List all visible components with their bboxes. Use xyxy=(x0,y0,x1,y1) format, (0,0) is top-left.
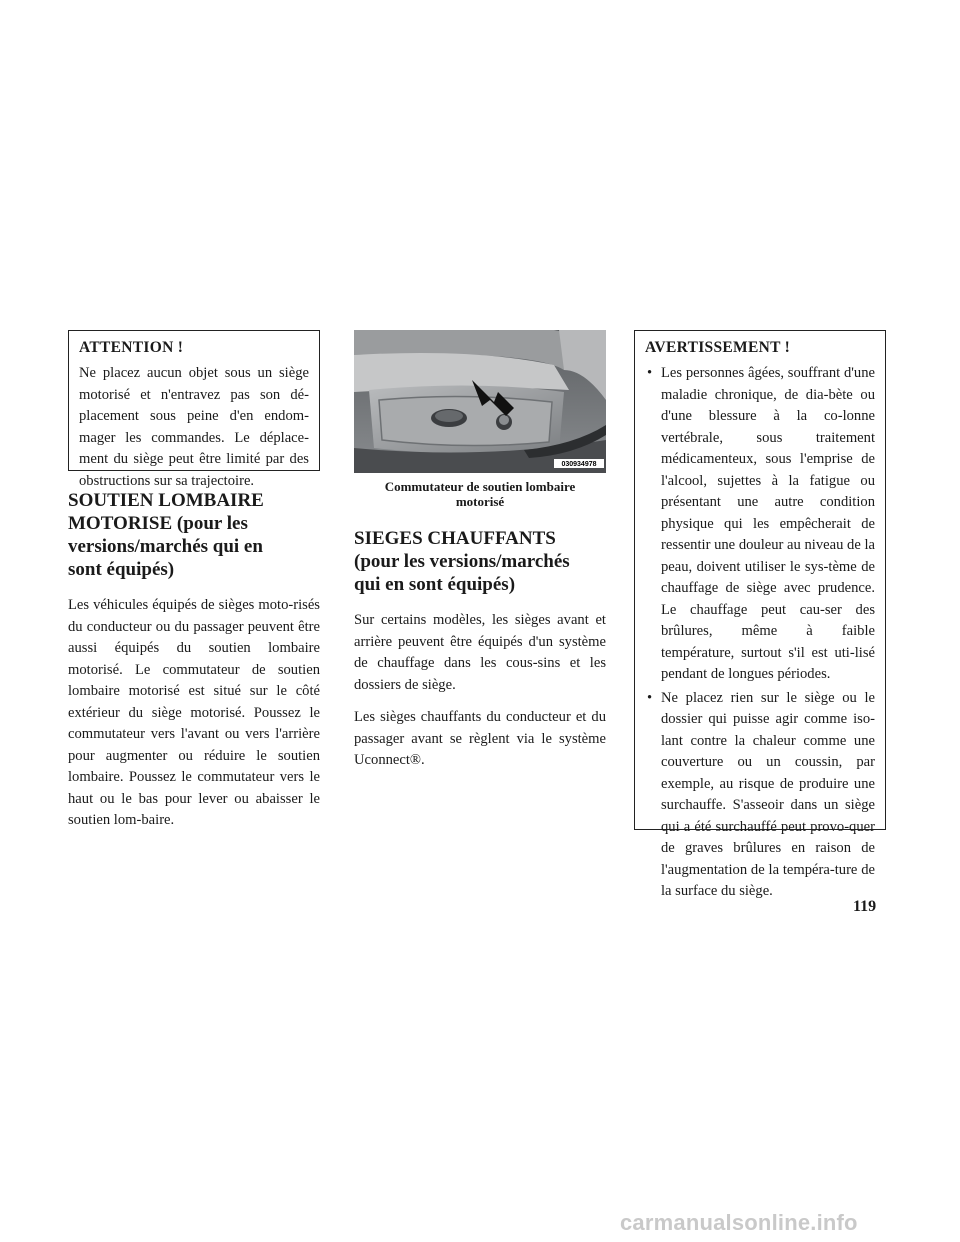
heated-heading: SIEGES CHAUFFANTS (pour les versions/marchés qui en sont équipés) xyxy=(354,528,570,595)
heated-para-2: Les sièges chauffants du conducteur et du passager avant se règlent via le système Uconnect®. xyxy=(354,709,606,768)
attention-box xyxy=(68,330,320,489)
attention-title: ATTENTION ! xyxy=(79,339,184,356)
figure-caption: Commutateur de soutien lombaire motorisé xyxy=(384,479,576,509)
lumbar-heading: SOUTIEN LOMBAIRE MOTORISE (pour les versions/marchés qui en sont équipés) xyxy=(68,490,264,580)
heated-para-1: Sur certains modèles, les sièges avant et arrière peuvent être équipés d'un système de chauffage dans les cous-sins et les dossiers de siège. xyxy=(354,612,606,693)
warning-item: • Les personnes âgées, souffrant d'une maladie chronique, de dia-bète ou d'une blessure à la co-lonne vertébrale, sous traitement médicamenteux, sous l'emprise de l'alcool, sujettes à la fatigue ou présentant une autre condition physique qui les empêcherait de ressentir une douleur au niveau de la peau, doivent utiliser le sys-tème de chauffage de siège avec prudence. Le chauffage peut cau-ser des brûlures, même à faible température, surtout s'il est uti-lisé pendant de longues périodes. xyxy=(647,365,875,682)
warning-title: AVERTISSEMENT ! xyxy=(645,339,791,356)
left-column xyxy=(68,330,320,843)
right-column xyxy=(634,330,886,899)
seat-switch-photo xyxy=(354,330,606,473)
middle-column xyxy=(354,330,606,783)
bullet-icon: • xyxy=(647,365,653,381)
attention-text: Ne placez aucun objet sous un siège motorisé et n'entravez pas son dé-placement sous peine d'en endom-mager les commandes. Le déplace-ment du siège peut être limité par des obstructions sur sa trajectoire. xyxy=(79,365,309,489)
figure-code: 030934978 xyxy=(561,461,597,468)
lumbar-body: Les véhicules équipés de sièges moto-risés du conducteur ou du passager peuvent être aussi équipés du soutien lombaire motorisé. Le commutateur de soutien lombaire motorisé est situé sur le côté extérieur du siège motorisé. Poussez le commutateur vers l'avant ou vers l'arrière pour augmenter ou réduire le soutien lombaire. Poussez le commutateur vers le haut ou le bas pour lever ou abaisser le soutien lom-baire. xyxy=(68,597,320,828)
bullet-icon: • xyxy=(647,689,653,706)
watermark: carmanualsonline.info xyxy=(620,1210,858,1235)
warning-item: • Ne placez rien sur le siège ou le dossier qui puisse agir comme iso-lant contre la chaleur comme une couverture ou un coussin, par exemple, au risque de produire une surchauffe. S'asseoir dans un siège qui a été surchauffé peut provo-quer de graves brûlures en raison de l'augmentation de la tempéra-ture de la surface du siège. xyxy=(647,689,875,899)
warning-list xyxy=(645,363,875,903)
warning-box xyxy=(634,330,886,899)
page-number: 119 xyxy=(853,898,877,915)
